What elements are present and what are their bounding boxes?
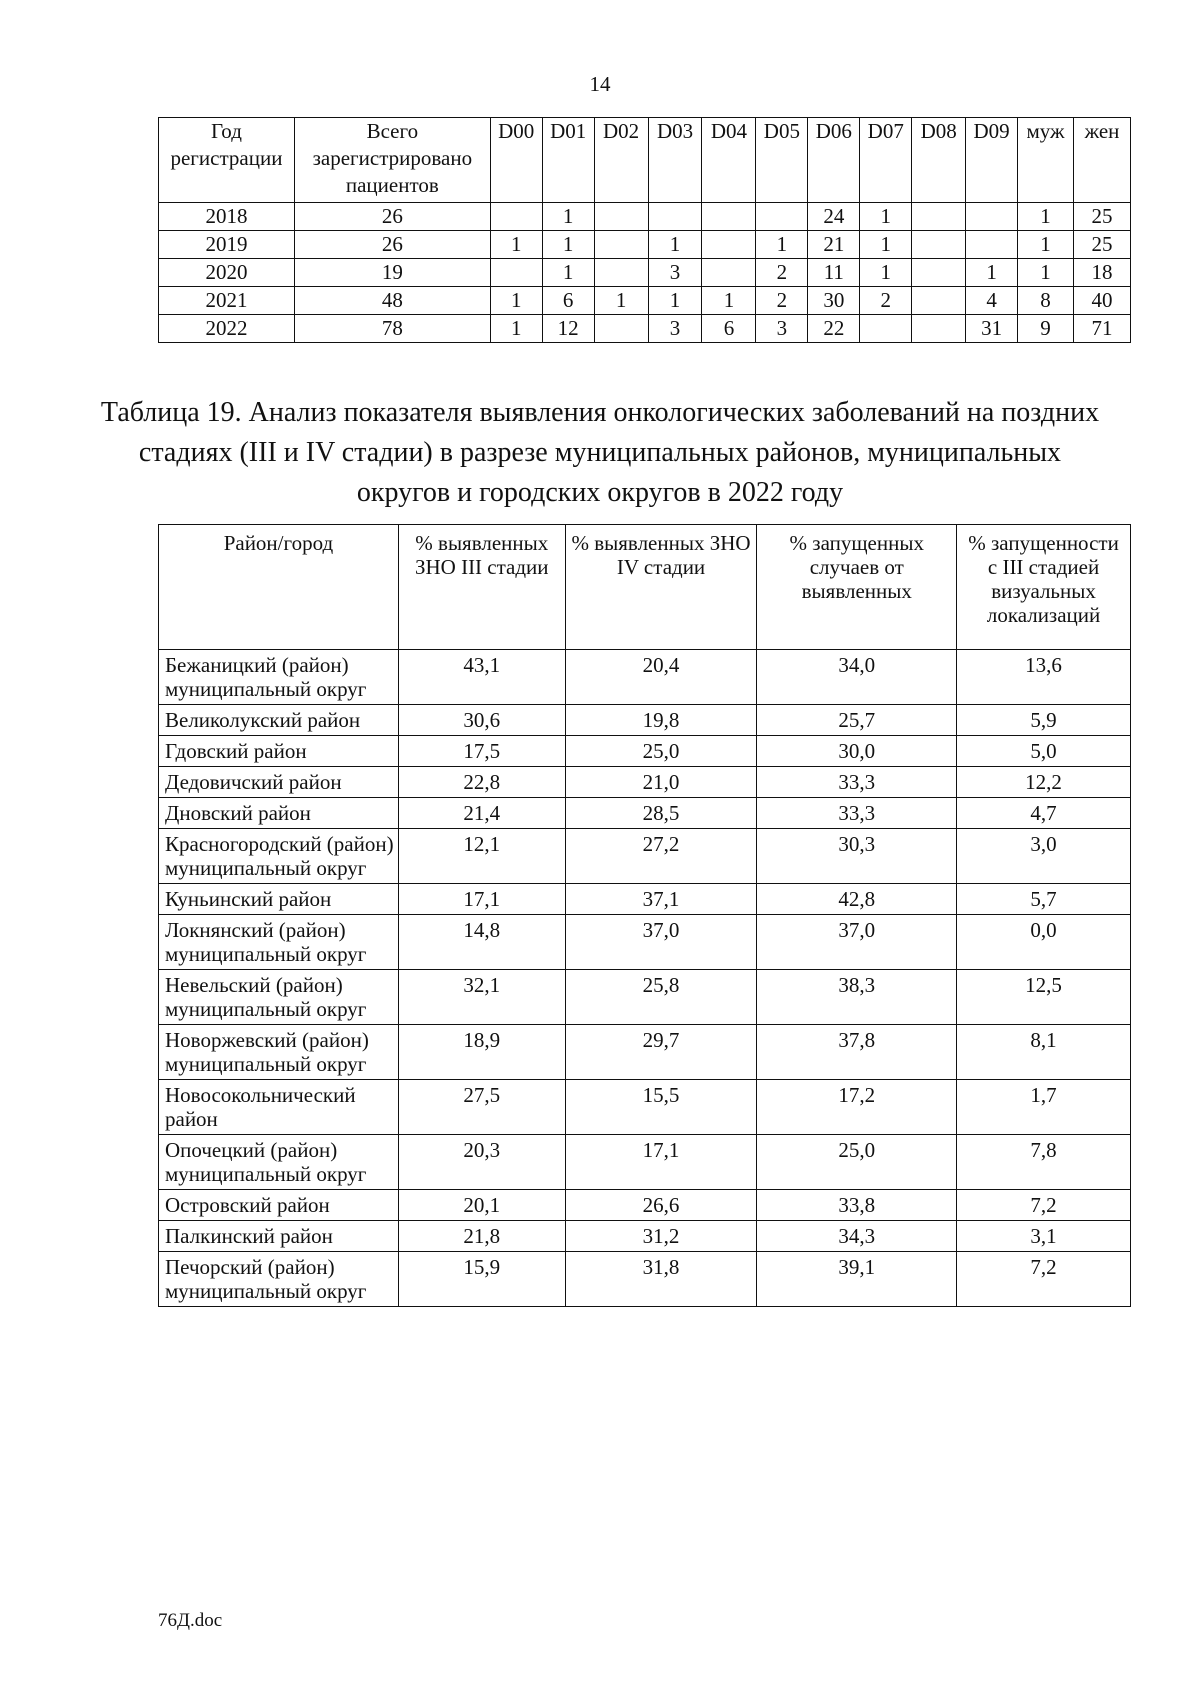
table-row — [159, 798, 1131, 829]
column-header: % запущенных случаев от выявленных — [757, 525, 957, 650]
table-cell: 42,8 — [757, 884, 957, 915]
table-cell: 19,8 — [565, 705, 757, 736]
table-cell: 2018 — [159, 203, 295, 231]
table-cell: 8,1 — [957, 1025, 1131, 1080]
table-row — [159, 829, 1131, 884]
table-cell — [860, 315, 912, 343]
table-row — [159, 767, 1131, 798]
table-cell: 5,7 — [957, 884, 1131, 915]
column-header: D03 — [648, 118, 702, 203]
table-cell: 27,5 — [398, 1080, 565, 1135]
table-title: Таблица 19. Анализ показателя выявления онкологических заболеваний на поздних стадиях (III и IV стадии) в разрезе муниципальных районов, муниципальных округов и городских округов в 2022 году — [100, 397, 1100, 508]
table-cell: 27,2 — [565, 829, 757, 884]
table-cell: 31,2 — [565, 1221, 757, 1252]
table-cell: 28,5 — [565, 798, 757, 829]
table-cell: 37,0 — [565, 915, 757, 970]
table-cell: 78 — [294, 315, 490, 343]
table-cell: 1 — [756, 231, 808, 259]
table-cell: 33,3 — [757, 767, 957, 798]
table-cell: Палкинский район — [159, 1221, 399, 1252]
table-cell: 3 — [648, 259, 702, 287]
table-cell: Локнянский (район) муниципальный округ — [159, 915, 399, 970]
table-cell: 38,3 — [757, 970, 957, 1025]
table-cell: Невельский (район) муниципальный округ — [159, 970, 399, 1025]
table-row — [159, 315, 1131, 343]
table-cell: 4,7 — [957, 798, 1131, 829]
column-header: D05 — [756, 118, 808, 203]
table-cell — [594, 259, 648, 287]
table-cell: Великолукский район — [159, 705, 399, 736]
table-row — [159, 1025, 1131, 1080]
table-cell: 1 — [542, 259, 594, 287]
table-cell: 18 — [1074, 259, 1131, 287]
table-cell — [648, 203, 702, 231]
table-row — [159, 1252, 1131, 1307]
table-row — [159, 259, 1131, 287]
table-cell: 1 — [860, 259, 912, 287]
table-cell: 18,9 — [398, 1025, 565, 1080]
table-cell — [594, 231, 648, 259]
table-cell: 71 — [1074, 315, 1131, 343]
column-header: жен — [1074, 118, 1131, 203]
table-cell: 12,1 — [398, 829, 565, 884]
column-header: Всего зарегистрировано пациентов — [294, 118, 490, 203]
table-cell: 9 — [1018, 315, 1074, 343]
table-cell: 3,0 — [957, 829, 1131, 884]
table-cell: 12 — [542, 315, 594, 343]
table-header-row — [159, 118, 1131, 203]
table-cell — [702, 259, 756, 287]
table-cell: 1 — [542, 203, 594, 231]
table-cell: 15,9 — [398, 1252, 565, 1307]
table-cell: 32,1 — [398, 970, 565, 1025]
table-cell: Островский район — [159, 1190, 399, 1221]
table-cell — [594, 315, 648, 343]
table-cell — [702, 203, 756, 231]
table-cell: Гдовский район — [159, 736, 399, 767]
table-cell: 25,0 — [565, 736, 757, 767]
table-cell: 20,1 — [398, 1190, 565, 1221]
table-cell: 21 — [808, 231, 860, 259]
column-header: D00 — [490, 118, 542, 203]
table-row — [159, 231, 1131, 259]
table-cell: 48 — [294, 287, 490, 315]
table-cell: 1 — [490, 315, 542, 343]
column-header: D01 — [542, 118, 594, 203]
table-cell: 17,1 — [565, 1135, 757, 1190]
table-cell: 43,1 — [398, 650, 565, 705]
table-cell: 1 — [490, 231, 542, 259]
table-cell: 33,3 — [757, 798, 957, 829]
column-header: Район/город — [159, 525, 399, 650]
column-header: % выявленных ЗНО III стадии — [398, 525, 565, 650]
table-cell: 15,5 — [565, 1080, 757, 1135]
table-cell: 3 — [756, 315, 808, 343]
table-cell: Новосокольнический район — [159, 1080, 399, 1135]
table-cell: 1 — [648, 287, 702, 315]
table-cell: 1 — [490, 287, 542, 315]
column-header: Год регистрации — [159, 118, 295, 203]
table-row — [159, 203, 1131, 231]
table-cell: 33,8 — [757, 1190, 957, 1221]
column-header: % запущенности с III стадией визуальных локализаций — [957, 525, 1131, 650]
table-cell: 1 — [594, 287, 648, 315]
table-cell: Дновский район — [159, 798, 399, 829]
table-cell: 21,8 — [398, 1221, 565, 1252]
column-header: D04 — [702, 118, 756, 203]
table-cell: 12,5 — [957, 970, 1131, 1025]
table-cell: 2 — [756, 259, 808, 287]
table-cell: 26 — [294, 203, 490, 231]
table-cell: Красногородский (район) муниципальный округ — [159, 829, 399, 884]
table-cell — [966, 231, 1018, 259]
page-number: 14 — [589, 72, 611, 96]
registration-table — [158, 117, 1131, 343]
table-cell: 2019 — [159, 231, 295, 259]
table-cell: 17,5 — [398, 736, 565, 767]
table-cell: 39,1 — [757, 1252, 957, 1307]
table-cell: Дедовичский район — [159, 767, 399, 798]
table-cell: 7,2 — [957, 1252, 1131, 1307]
table-cell: Печорский (район) муниципальный округ — [159, 1252, 399, 1307]
table-cell: 22 — [808, 315, 860, 343]
table-header-row — [159, 525, 1131, 650]
table-cell: 6 — [542, 287, 594, 315]
table-row — [159, 1135, 1131, 1190]
table-cell: 0,0 — [957, 915, 1131, 970]
column-header: D08 — [912, 118, 966, 203]
table-cell: 13,6 — [957, 650, 1131, 705]
table-cell — [490, 259, 542, 287]
table-cell: 14,8 — [398, 915, 565, 970]
table-cell: 26,6 — [565, 1190, 757, 1221]
table-cell: 37,1 — [565, 884, 757, 915]
table-cell: 2021 — [159, 287, 295, 315]
table-cell — [702, 231, 756, 259]
table-cell: 21,4 — [398, 798, 565, 829]
table-cell — [912, 231, 966, 259]
table-cell: 4 — [966, 287, 1018, 315]
table-row — [159, 287, 1131, 315]
table-cell: 1 — [542, 231, 594, 259]
table-cell: 1 — [1018, 203, 1074, 231]
table-cell: 20,4 — [565, 650, 757, 705]
table-cell: 30,3 — [757, 829, 957, 884]
table-cell: 1 — [966, 259, 1018, 287]
table-row — [159, 1221, 1131, 1252]
table-cell — [912, 259, 966, 287]
table-row — [159, 970, 1131, 1025]
table-cell: 25 — [1074, 231, 1131, 259]
table-cell: 2 — [860, 287, 912, 315]
table-cell: 21,0 — [565, 767, 757, 798]
table-cell: Опочецкий (район) муниципальный округ — [159, 1135, 399, 1190]
table-cell: 24 — [808, 203, 860, 231]
table-cell: 3 — [648, 315, 702, 343]
column-header: D02 — [594, 118, 648, 203]
table-cell: 2 — [756, 287, 808, 315]
table-cell: 20,3 — [398, 1135, 565, 1190]
table-cell: 34,0 — [757, 650, 957, 705]
table-cell: Новоржевский (район) муниципальный округ — [159, 1025, 399, 1080]
column-header: муж — [1018, 118, 1074, 203]
table-cell: 1 — [860, 231, 912, 259]
table-cell: 1 — [648, 231, 702, 259]
table-cell: 25 — [1074, 203, 1131, 231]
table-cell: 5,9 — [957, 705, 1131, 736]
table-row — [159, 884, 1131, 915]
table-cell: 19 — [294, 259, 490, 287]
table-cell — [912, 287, 966, 315]
table-cell: 11 — [808, 259, 860, 287]
table-cell: 2022 — [159, 315, 295, 343]
table-cell — [594, 203, 648, 231]
late-stage-table — [158, 524, 1131, 1307]
table-cell: 17,1 — [398, 884, 565, 915]
table-cell — [756, 203, 808, 231]
table-cell: Куньинский район — [159, 884, 399, 915]
table-cell: 1 — [702, 287, 756, 315]
table-cell: 37,8 — [757, 1025, 957, 1080]
table-row — [159, 650, 1131, 705]
column-header: D09 — [966, 118, 1018, 203]
document-filename: 76Д.doc — [158, 1610, 223, 1631]
table-cell: 1 — [1018, 231, 1074, 259]
table-cell: 2020 — [159, 259, 295, 287]
table-cell: 31,8 — [565, 1252, 757, 1307]
table-cell: 25,7 — [757, 705, 957, 736]
table-row — [159, 1080, 1131, 1135]
table-cell: 30 — [808, 287, 860, 315]
table-cell: 7,2 — [957, 1190, 1131, 1221]
table-cell: 1 — [1018, 259, 1074, 287]
table-cell: 1,7 — [957, 1080, 1131, 1135]
table-cell: 29,7 — [565, 1025, 757, 1080]
table-cell: 37,0 — [757, 915, 957, 970]
table-cell — [490, 203, 542, 231]
table-cell: 8 — [1018, 287, 1074, 315]
table-cell: 5,0 — [957, 736, 1131, 767]
table-cell: 17,2 — [757, 1080, 957, 1135]
table-cell: 31 — [966, 315, 1018, 343]
table-cell — [912, 315, 966, 343]
table-cell: 7,8 — [957, 1135, 1131, 1190]
table-cell — [912, 203, 966, 231]
table-cell: 12,2 — [957, 767, 1131, 798]
column-header: % выявленных ЗНО IV стадии — [565, 525, 757, 650]
table-cell: 25,8 — [565, 970, 757, 1025]
table-cell — [966, 203, 1018, 231]
table-cell: 22,8 — [398, 767, 565, 798]
table-row — [159, 915, 1131, 970]
table-cell: 1 — [860, 203, 912, 231]
table-cell: 30,6 — [398, 705, 565, 736]
table-cell: Бежаницкий (район) муниципальный округ — [159, 650, 399, 705]
table-cell: 26 — [294, 231, 490, 259]
table-cell: 40 — [1074, 287, 1131, 315]
table-cell: 6 — [702, 315, 756, 343]
column-header: D07 — [860, 118, 912, 203]
table-cell: 34,3 — [757, 1221, 957, 1252]
table-row — [159, 1190, 1131, 1221]
table-cell: 3,1 — [957, 1221, 1131, 1252]
table-row — [159, 736, 1131, 767]
table-cell: 25,0 — [757, 1135, 957, 1190]
table-cell: 30,0 — [757, 736, 957, 767]
column-header: D06 — [808, 118, 860, 203]
table-row — [159, 705, 1131, 736]
